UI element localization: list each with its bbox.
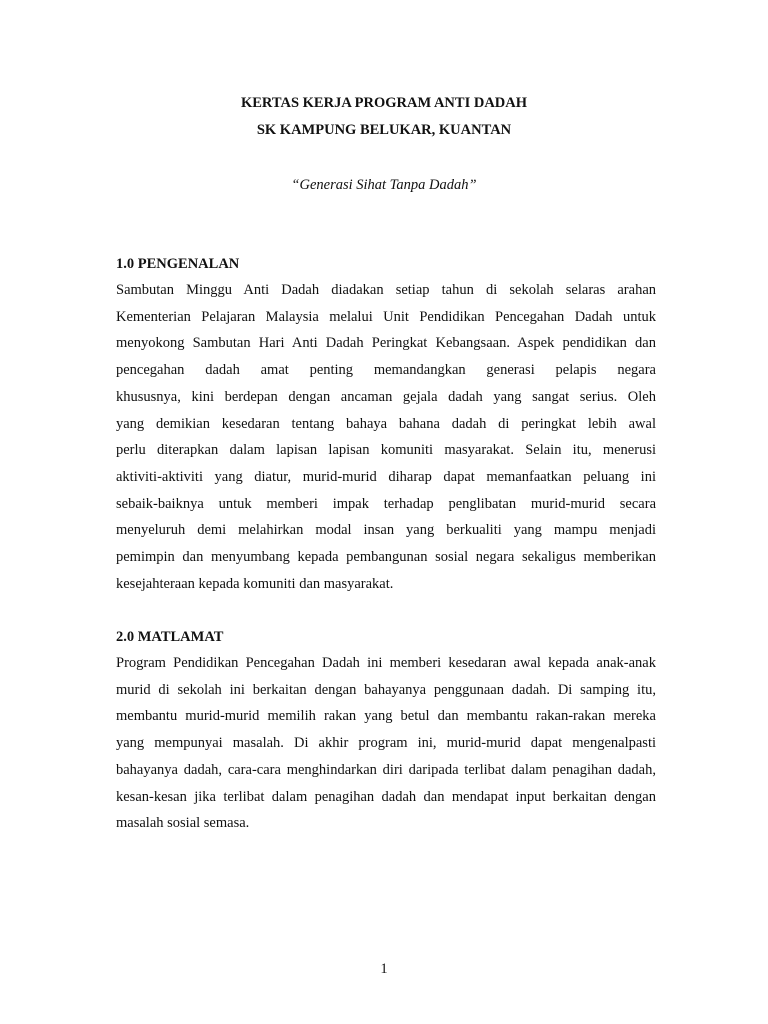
body-line: membantu murid-murid memilih rakan yang betul dan membantu rakan-rakan mereka — [116, 708, 656, 725]
document-motto: “Generasi Sihat Tanpa Dadah” — [291, 177, 477, 193]
body-line: menyeluruh demi melahirkan modal insan yang berkualiti yang mampu menjadi — [116, 522, 656, 539]
section-body — [116, 277, 656, 597]
section-heading: 2.0 MATLAMAT — [116, 629, 224, 645]
body-line: kesan-kesan jika terlibat dalam penagihan dadah dan mendapat input berkaitan dengan — [116, 788, 656, 805]
body-line: sebaik-baiknya untuk memberi impak terhadap penglibatan murid-murid secara — [116, 495, 656, 512]
document-title-line2: SK KAMPUNG BELUKAR, KUANTAN — [256, 122, 512, 138]
body-line: perlu diterapkan dalam lapisan lapisan komuniti masyarakat. Selain itu, menerusi — [116, 442, 656, 459]
section-matlamat — [116, 628, 656, 837]
body-line: murid di sekolah ini berkaitan dengan bahayanya penggunaan dadah. Di samping itu, — [116, 681, 656, 698]
body-line: yang demikian kesedaran tentang bahaya bahana dadah di peringkat lebih awal — [116, 415, 656, 432]
body-line: kesejahteraan kepada komuniti dan masyarakat. — [116, 575, 394, 592]
body-line: pemimpin dan menyumbang kepada pembangunan sosial negara sekaligus memberikan — [116, 549, 656, 566]
section-heading: 1.0 PENGENALAN — [116, 256, 240, 272]
page-number: 1 — [380, 961, 388, 977]
body-line: Kementerian Pelajaran Malaysia melalui Unit Pendidikan Pencegahan Dadah untuk — [116, 308, 656, 325]
section-pengenalan — [116, 255, 656, 597]
body-line: pencegahan dadah amat penting memandangkan generasi pelapis negara — [116, 362, 656, 379]
body-line: bahayanya dadah, cara-cara menghindarkan diri daripada terlibat dalam penagihan dadah, — [116, 761, 656, 778]
section-body — [116, 650, 656, 837]
document-title-line1: KERTAS KERJA PROGRAM ANTI DADAH — [240, 95, 528, 111]
body-line: yang mempunyai masalah. Di akhir program ini, murid-murid dapat mengenalpasti — [116, 735, 656, 752]
body-line: Sambutan Minggu Anti Dadah diadakan setiap tahun di sekolah selaras arahan — [116, 282, 656, 298]
body-line: masalah sosial semasa. — [116, 815, 250, 832]
body-line: khususnya, kini berdepan dengan ancaman gejala dadah yang sangat serius. Oleh — [116, 388, 656, 405]
body-line: menyokong Sambutan Hari Anti Dadah Peringkat Kebangsaan. Aspek pendidikan dan — [116, 335, 656, 352]
body-line: aktiviti-aktiviti yang diatur, murid-murid diharap dapat memanfaatkan peluang ini — [116, 468, 656, 485]
body-line: Program Pendidikan Pencegahan Dadah ini memberi kesedaran awal kepada anak-anak — [116, 655, 656, 671]
